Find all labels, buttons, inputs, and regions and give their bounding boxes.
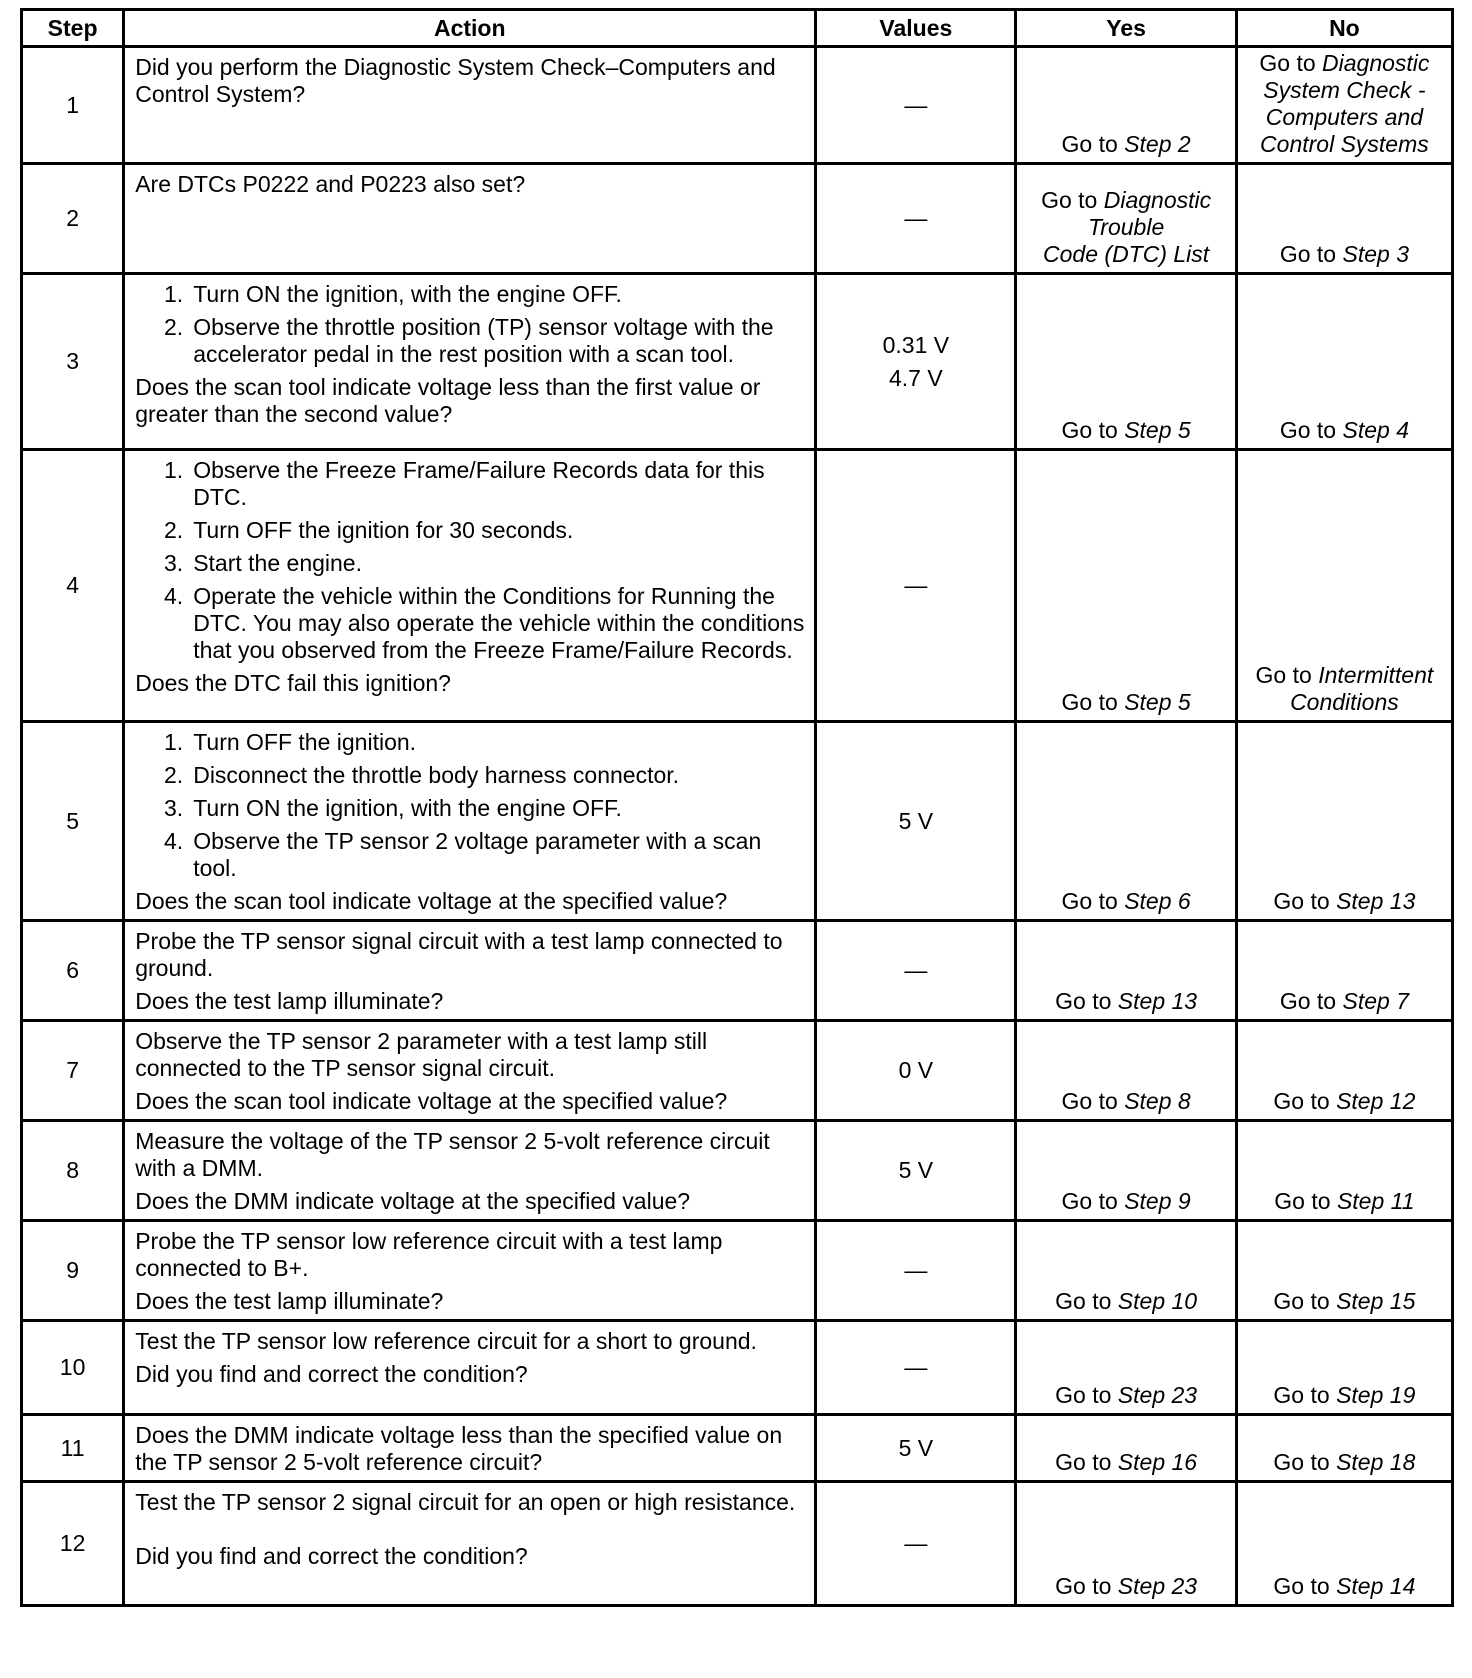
goto-prefix: Go to [1255,662,1319,688]
goto-prefix: Go to [1055,1573,1118,1599]
goto-ref: Step 6 [1124,888,1191,914]
value-cell [816,274,1016,450]
step-number: 10 [22,1321,124,1415]
step-number: 6 [22,921,124,1021]
yes-goto[interactable] [1062,689,1191,715]
substep [135,729,806,756]
step-number: 2 [22,164,124,274]
substep-number: 1. [164,457,184,483]
goto-prefix: Go to [1061,417,1125,443]
no-goto[interactable] [1273,1288,1415,1314]
yes-cell [1016,1321,1236,1415]
table-row [22,722,1453,921]
substep-list [135,281,806,368]
no-cell [1236,274,1452,450]
goto-prefix: Go to [1061,888,1125,914]
no-goto[interactable] [1280,417,1409,443]
no-goto[interactable] [1273,1573,1415,1599]
question-text: Does the scan tool indicate voltage at the specified value? [135,888,728,914]
action-cell [124,164,816,274]
action-cell [124,1482,816,1606]
action-text: Observe the TP sensor 2 parameter with a test lamp still connected to the TP sensor signal circuit. [135,1028,708,1081]
yes-goto-line[interactable]: Code (DTC) List [1043,241,1210,267]
table-row [22,274,1453,450]
substep-text: Observe the TP sensor 2 voltage parameter with a scan tool. [193,828,762,881]
action-cell [124,1221,816,1321]
action-cell [124,450,816,722]
no-cell [1236,1221,1452,1321]
no-goto[interactable] [1273,888,1415,914]
step-number: 12 [22,1482,124,1606]
diagnostic-table [20,8,1454,1607]
no-goto[interactable] [1273,1088,1415,1114]
substep-number: 1. [164,729,184,755]
goto-prefix: Go to [1279,241,1343,267]
substep-number: 2. [164,314,184,340]
substep-number: 3. [164,795,184,821]
question-text: Did you find and correct the condition? [135,1543,528,1569]
no-cell [1236,921,1452,1021]
goto-prefix: Go to [1273,888,1337,914]
goto-prefix: Go to [1061,1188,1125,1214]
table-row [22,164,1453,274]
substep [135,281,806,308]
substep-text: Start the engine. [193,550,362,576]
value-cell: — [816,450,1016,722]
substep [135,314,806,368]
no-cell [1236,164,1452,274]
goto-ref: Step 2 [1124,131,1191,157]
value-cell: — [816,164,1016,274]
step-number: 4 [22,450,124,722]
no-goto-line[interactable]: Control Systems [1260,131,1429,157]
substep-text: Turn ON the ignition, with the engine OFF. [193,795,622,821]
yes-goto[interactable] [1062,131,1191,157]
action-text: Test the TP sensor 2 signal circuit for an open or high resistance. [135,1489,796,1515]
substep [135,457,806,511]
goto-prefix: Go to [1273,1573,1337,1599]
value-cell: — [816,1221,1016,1321]
goto-prefix: Go to [1273,1088,1337,1114]
value-cell: — [816,1482,1016,1606]
substep-number: 1. [164,281,184,307]
action-text: Measure the voltage of the TP sensor 2 5-volt reference circuit with a DMM. [135,1128,770,1181]
yes-goto-line[interactable] [1021,187,1230,214]
no-goto[interactable] [1280,988,1409,1014]
no-cell [1236,1415,1452,1482]
no-goto-line[interactable]: Conditions [1290,689,1399,715]
yes-cell [1016,1415,1236,1482]
table-row [22,1321,1453,1415]
yes-cell [1016,722,1236,921]
header-no: No [1236,10,1452,47]
action-text: Did you perform the Diagnostic System Check–Computers and Control System? [135,54,776,107]
no-goto[interactable] [1273,1382,1415,1408]
goto-ref: Step 15 [1336,1288,1416,1314]
substep [135,795,806,822]
goto-ref: Step 16 [1117,1449,1198,1475]
no-goto-line[interactable]: Computers and [1265,104,1424,130]
yes-goto[interactable] [1055,1573,1197,1599]
yes-cell [1016,1021,1236,1121]
goto-prefix: Go to [1041,187,1104,213]
no-goto[interactable] [1274,1188,1414,1214]
substep-text: Turn OFF the ignition. [193,729,417,755]
yes-goto[interactable] [1062,1088,1191,1114]
value-cell: — [816,47,1016,164]
action-cell [124,274,816,450]
value-cell: 5 V [816,1121,1016,1221]
substep-list [135,729,806,882]
goto-ref: Step 18 [1336,1449,1416,1475]
goto-ref: Step 23 [1117,1573,1198,1599]
goto-ref: Step 14 [1336,1573,1416,1599]
goto-ref: Step 19 [1336,1382,1416,1408]
substep [135,517,806,544]
substep [135,550,806,577]
action-text: Probe the TP sensor low reference circuit with a test lamp connected to B+. [135,1228,723,1281]
substep-number: 4. [164,828,184,854]
goto-prefix: Go to [1061,1088,1125,1114]
value-cell: 0 V [816,1021,1016,1121]
goto-prefix: Go to [1061,131,1125,157]
goto-ref: Intermittent [1318,662,1434,688]
action-text: Test the TP sensor low reference circuit for a short to ground. [135,1328,757,1354]
question-text: Does the test lamp illuminate? [135,988,444,1014]
goto-ref: Step 9 [1124,1188,1191,1214]
substep-text: Observe the throttle position (TP) sensor voltage with the accelerator pedal in the rest position with a scan tool. [193,314,774,367]
action-text: Are DTCs P0222 and P0223 also set? [135,171,526,197]
substep-text: Disconnect the throttle body harness connector. [193,762,680,788]
table-row [22,450,1453,722]
action-cell [124,921,816,1021]
yes-cell [1016,1482,1236,1606]
action-cell [124,1321,816,1415]
action-cell [124,1415,816,1482]
no-cell [1236,1482,1452,1606]
value-line: 4.7 V [888,364,943,391]
no-cell [1236,1021,1452,1121]
goto-ref: Step 3 [1342,241,1409,267]
substep-text: Turn ON the ignition, with the engine OFF. [193,281,622,307]
goto-ref: Step 13 [1336,888,1416,914]
no-cell [1236,450,1452,722]
header-row [22,10,1453,47]
yes-cell [1016,450,1236,722]
goto-ref: Step 23 [1117,1382,1198,1408]
goto-prefix: Go to [1055,1288,1118,1314]
step-number: 7 [22,1021,124,1121]
substep-text: Observe the Freeze Frame/Failure Records data for this DTC. [193,457,765,510]
yes-cell [1016,1221,1236,1321]
question-text: Does the DTC fail this ignition? [135,670,451,696]
table-row [22,1221,1453,1321]
header-yes: Yes [1016,10,1236,47]
yes-cell [1016,164,1236,274]
substep-number: 2. [164,517,184,543]
yes-goto[interactable] [1055,1449,1197,1475]
goto-prefix: Go to [1259,50,1323,76]
substep-text: Operate the vehicle within the Conditions for Running the DTC. You may also operate the vehicle within the conditions that you observed from the Freeze Frame/Failure Records. [193,583,805,663]
step-number: 11 [22,1415,124,1482]
substep-text: Turn OFF the ignition for 30 seconds. [193,517,574,543]
goto-ref: Step 11 [1336,1188,1415,1214]
substep-list [135,457,806,664]
step-number: 5 [22,722,124,921]
yes-cell [1016,47,1236,164]
table-row [22,1415,1453,1482]
goto-ref: Step 7 [1342,988,1409,1014]
question-text: Does the DMM indicate voltage at the specified value? [135,1188,691,1214]
goto-ref: Diagnostic [1322,50,1430,76]
action-cell [124,1021,816,1121]
question-text: Does the test lamp illuminate? [135,1288,444,1314]
value-cell: — [816,921,1016,1021]
yes-cell [1016,921,1236,1021]
header-action: Action [124,10,816,47]
goto-ref: Step 12 [1336,1088,1416,1114]
action-cell [124,1121,816,1221]
goto-prefix: Go to [1055,1449,1118,1475]
no-goto[interactable] [1280,241,1409,267]
yes-cell [1016,1121,1236,1221]
step-number: 1 [22,47,124,164]
yes-goto-line[interactable]: Trouble [1087,214,1165,240]
goto-prefix: Go to [1279,988,1343,1014]
no-goto-line[interactable] [1242,50,1447,77]
action-text: Probe the TP sensor signal circuit with a test lamp connected to ground. [135,928,783,981]
substep [135,762,806,789]
table-row [22,1121,1453,1221]
goto-ref: Step 8 [1124,1088,1191,1114]
yes-cell [1016,274,1236,450]
yes-goto[interactable] [1062,1188,1191,1214]
no-goto-line[interactable] [1242,662,1447,689]
substep-number: 4. [164,583,184,609]
goto-prefix: Go to [1055,1382,1118,1408]
header-values: Values [816,10,1016,47]
step-number: 8 [22,1121,124,1221]
step-number: 3 [22,274,124,450]
table-row [22,921,1453,1021]
diagnostic-page [20,8,1454,1607]
goto-prefix: Go to [1055,988,1118,1014]
value-cell: 5 V [816,722,1016,921]
no-cell [1236,722,1452,921]
action-cell [124,722,816,921]
yes-goto[interactable] [1055,988,1197,1014]
substep [135,828,806,882]
value-cell: — [816,1321,1016,1415]
goto-ref: Step 5 [1124,689,1191,715]
no-cell [1236,47,1452,164]
yes-goto[interactable] [1062,417,1191,443]
question-text: Does the scan tool indicate voltage less than the first value or greater than the second value? [135,374,761,427]
no-goto[interactable] [1273,1449,1415,1475]
yes-goto[interactable] [1062,888,1191,914]
value-cell: 5 V [816,1415,1016,1482]
substep [135,583,806,664]
table-row [22,1021,1453,1121]
goto-prefix: Go to [1274,1188,1337,1214]
goto-prefix: Go to [1061,689,1125,715]
goto-ref: Step 4 [1342,417,1409,443]
yes-goto[interactable] [1055,1288,1197,1314]
substep-number: 2. [164,762,184,788]
goto-ref: Step 10 [1117,1288,1198,1314]
question-text: Does the scan tool indicate voltage at the specified value? [135,1088,728,1114]
value-line: 0.31 V [882,331,950,358]
question-text: Did you find and correct the condition? [135,1361,528,1387]
goto-ref: Diagnostic [1103,187,1212,213]
no-cell [1236,1321,1452,1415]
table-row [22,47,1453,164]
no-cell [1236,1121,1452,1221]
table-row [22,1482,1453,1606]
header-step: Step [22,10,124,47]
yes-goto[interactable] [1055,1382,1197,1408]
action-cell [124,47,816,164]
goto-prefix: Go to [1279,417,1343,443]
action-text: Does the DMM indicate voltage less than the specified value on the TP sensor 2 5-volt reference circuit? [135,1422,783,1475]
substep-number: 3. [164,550,184,576]
step-number: 9 [22,1221,124,1321]
goto-prefix: Go to [1273,1288,1337,1314]
goto-ref: Step 13 [1117,988,1198,1014]
goto-prefix: Go to [1273,1382,1337,1408]
goto-ref: Step 5 [1124,417,1191,443]
goto-prefix: Go to [1273,1449,1337,1475]
no-goto-line[interactable]: System Check - [1263,77,1426,103]
